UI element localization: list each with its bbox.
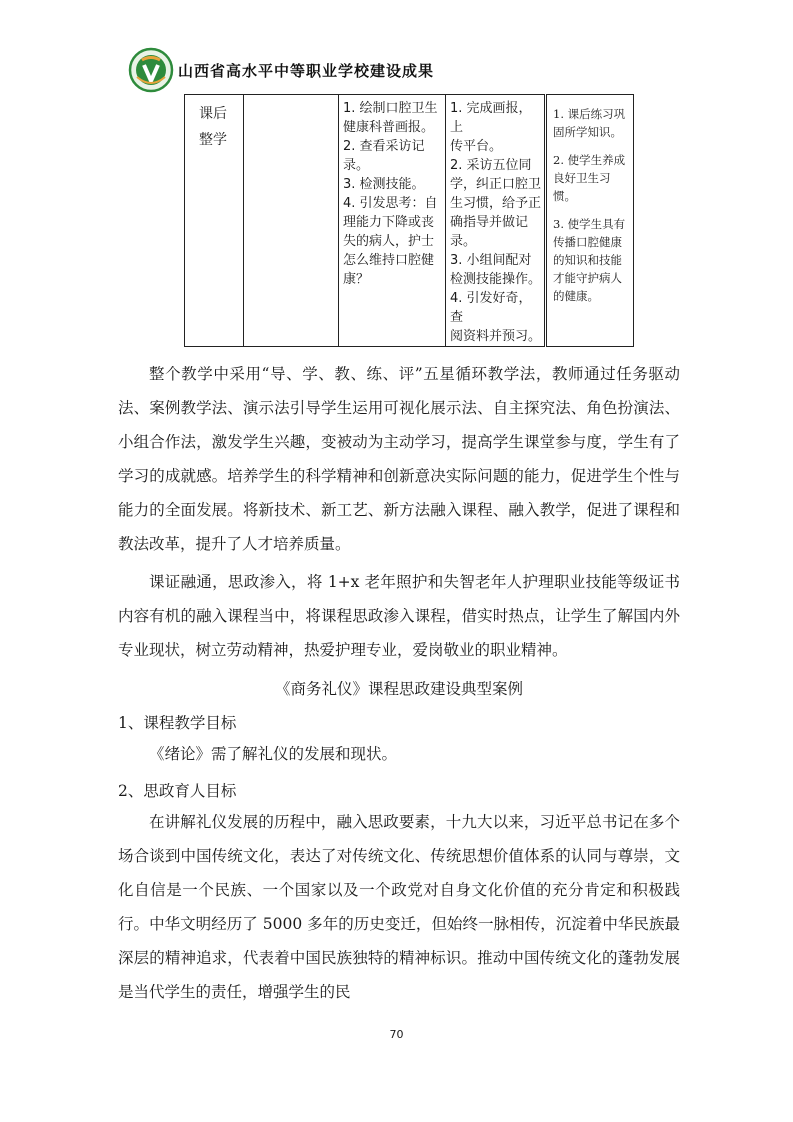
body-paragraph: 《绪论》需了解礼仪的发展和现状。 <box>149 745 398 763</box>
cell-line: 4. 引发好奇，查 <box>450 291 532 325</box>
cell-line: 失的病人，护士 <box>343 234 435 249</box>
cell-line: 惯。 <box>553 189 576 203</box>
row-label-cell <box>185 95 244 347</box>
page-number: 70 <box>389 1028 404 1041</box>
section-heading: 2、思政育人目标 <box>118 782 237 800</box>
teacher-activity-cell <box>339 95 446 347</box>
cell-line: 3. 使学生具有 <box>553 217 626 231</box>
section-heading: 1、课程教学目标 <box>118 714 237 732</box>
cell-line: 2. 使学生养成 <box>553 153 626 167</box>
cell-line: 理能力下降或丧 <box>343 215 435 230</box>
cell-gap <box>553 141 633 151</box>
student-activity-cell <box>446 95 546 347</box>
empty-cell <box>244 95 339 347</box>
body-paragraph: 课证融通，思政渗入，将 1+x 老年照护和失智老年人护理职业技能等级证书内容有机的融入课程当中，将课程思政渗入课程，借实时热点，让学生了解国内外专业现状，树立劳动精神，热爱护理专业，爱岗敬业的职业精神。 <box>118 573 680 659</box>
row-label-line: 课后 <box>199 106 227 122</box>
cell-line: 3. 小组间配对 <box>450 253 532 268</box>
cell-gap <box>553 205 633 215</box>
cell-line: 1. 绘制口腔卫生 <box>343 101 438 116</box>
body-paragraph: 整个教学中采用“导、学、教、练、评”五星循环教学法，教师通过任务驱动法、案例教学法、演示法引导学生运用可视化展示法、自主探究法、角色扮演法、小组合作法，激发学生兴趣，变被动为主动学习，提高学生课堂参与度，学生有了学习的成就感。培养学生的科学精神和创新意决实际问题的能力，促进学生个性与能力的全面发展。将新技术、新工艺、新方法融入课程、融入教学，促进了课程和教法改革，提升了人才培养质量。 <box>118 365 680 553</box>
case-title: 《商务礼仪》课程思政建设典型案例 <box>274 680 523 698</box>
cell-line: 1. 课后练习巩 <box>553 107 626 121</box>
cell-line: 录。 <box>450 234 477 249</box>
cell-line: 4. 引发思考：自 <box>343 196 438 211</box>
page-header <box>128 44 434 96</box>
row-label-line: 整学 <box>199 132 227 148</box>
cell-line: 1. 完成画报，上 <box>450 101 532 135</box>
cell-line: 确指导并做记 <box>450 215 529 230</box>
cell-line: 怎么维持口腔健 <box>343 253 435 268</box>
cell-line: 生习惯，给予正 <box>450 196 542 211</box>
cell-line: 康？ <box>343 272 370 287</box>
design-intent-cell <box>546 95 634 347</box>
header-title: 山西省高水平中等职业学校建设成果 <box>178 61 435 80</box>
cell-line: 2. 采访五位同 <box>450 158 532 173</box>
school-logo-icon <box>128 47 174 93</box>
cell-line: 传播口腔健康 <box>553 235 622 249</box>
cell-line: 才能守护病人 <box>553 271 622 285</box>
cell-line: 2. 查看采访记 <box>343 139 425 154</box>
cell-line: 检测技能操作。 <box>450 272 542 287</box>
lesson-plan-table <box>184 94 634 347</box>
cell-line: 固所学知识。 <box>553 125 622 139</box>
cell-line: 学，纠正口腔卫 <box>450 177 542 192</box>
table-row <box>185 95 634 347</box>
cell-line: 健康科普画报。 <box>343 120 435 135</box>
cell-line: 3. 检测技能。 <box>343 177 425 192</box>
body-paragraph: 在讲解礼仪发展的历程中，融入思政要素，十九大以来，习近平总书记在多个场合谈到中国传统文化，表达了对传统文化、传统思想价值体系的认同与尊崇，文化自信是一个民族、一个国家以及一个政党对自身文化价值的充分肯定和积极践行。中华文明经历了 5000 多年的历史变迁，但始终一脉相传，沉淀着中华民族最深层的精神追求，代表着中国民族独特的精神标识。推动中国传统文化的蓬勃发展是当代学生的责任，增强学生的民 <box>118 813 680 1001</box>
cell-line: 的知识和技能 <box>553 253 622 267</box>
cell-line: 阅资料并预习。 <box>450 329 542 344</box>
cell-line: 良好卫生习 <box>553 171 611 185</box>
cell-line: 传平台。 <box>450 139 503 154</box>
cell-line: 录。 <box>343 158 370 173</box>
cell-line: 的健康。 <box>553 289 599 303</box>
